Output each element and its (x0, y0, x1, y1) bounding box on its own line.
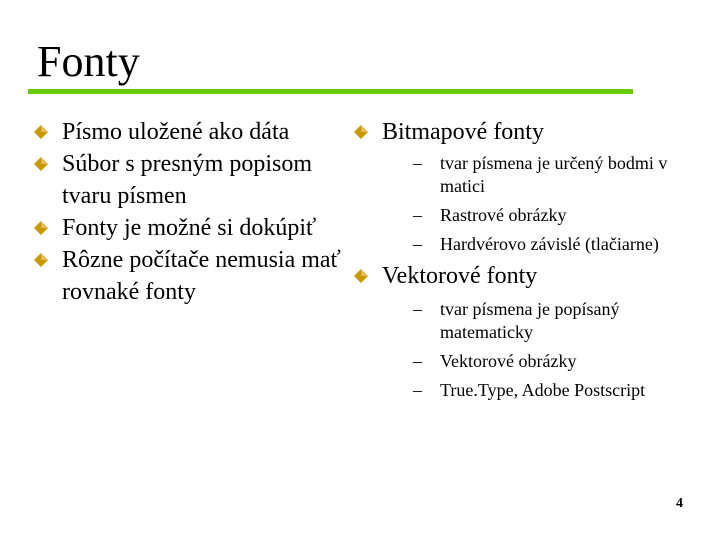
list-item-text: Písmo uložené ako dáta (62, 119, 290, 145)
diamond-bullet-icon (34, 157, 48, 171)
list-item (30, 244, 360, 308)
list-item (350, 116, 680, 256)
dash-marker: – (413, 234, 422, 254)
diamond-bullet-icon (354, 125, 368, 139)
diamond-bullet-icon (34, 221, 48, 235)
list-item (350, 260, 680, 402)
sub-item-text: Vektorové obrázky (440, 351, 577, 371)
list-item (30, 116, 360, 148)
sub-list (382, 152, 680, 256)
list-item-text: Bitmapové fonty (382, 119, 544, 145)
slide-title: Fonty (37, 37, 140, 86)
sub-list-item (382, 233, 680, 256)
list-item-text: Vektorové fonty (382, 263, 538, 289)
sub-item-text: tvar písmena je popísaný matematicky (440, 299, 620, 342)
diamond-bullet-icon (354, 269, 368, 283)
right-bullet-list (350, 116, 680, 402)
list-item-text: Súbor s presným popisom tvaru písmen (62, 151, 313, 209)
sub-list (382, 298, 680, 402)
left-bullet-list (30, 116, 360, 308)
sub-list-item (382, 204, 680, 227)
sub-list-item (382, 350, 680, 373)
sub-list-item (382, 298, 680, 344)
sub-item-text: tvar písmena je určený bodmi v matici (440, 153, 668, 196)
sub-item-text: True.Type, Adobe Postscript (440, 380, 646, 400)
page-number: 4 (676, 496, 683, 511)
dash-marker: – (413, 205, 422, 225)
list-item (30, 148, 360, 212)
sub-list-item (382, 379, 680, 402)
title-underline (28, 89, 633, 94)
diamond-bullet-icon (34, 253, 48, 267)
list-item-text: Fonty je možné si dokúpiť (62, 215, 317, 241)
diamond-bullet-icon (34, 125, 48, 139)
list-item (30, 212, 360, 244)
title-underline-bar (28, 89, 633, 94)
sub-item-text: Hardvérovo závislé (tlačiarne) (440, 234, 659, 254)
dash-marker: – (413, 299, 422, 319)
dash-marker: – (413, 153, 422, 173)
sub-item-text: Rastrové obrázky (440, 205, 567, 225)
dash-marker: – (413, 380, 422, 400)
sub-list-item (382, 152, 680, 198)
list-item-text: Rôzne počítače nemusia mať rovnaké fonty (62, 247, 341, 305)
dash-marker: – (413, 351, 422, 371)
